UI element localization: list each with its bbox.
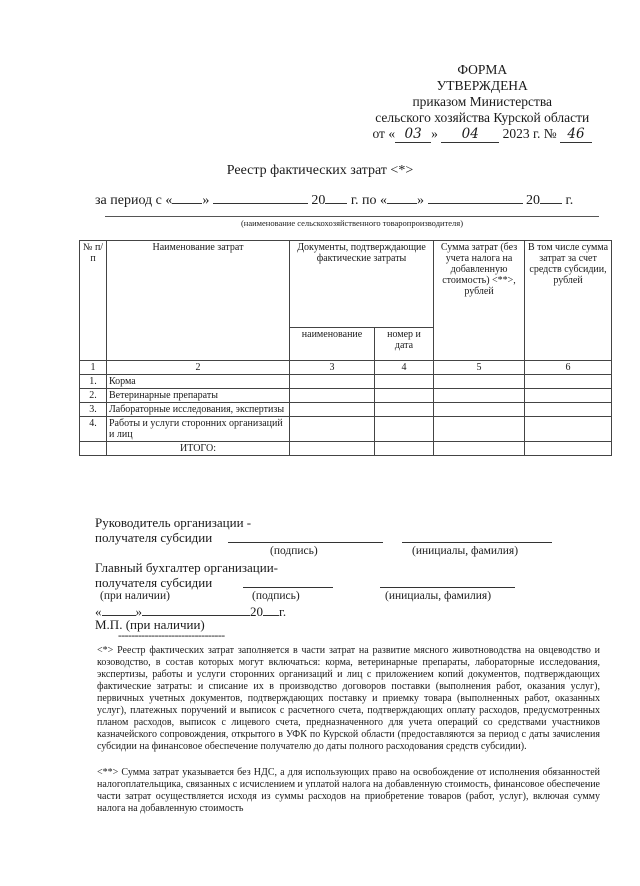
- approval-date-line: [372, 126, 592, 143]
- approval-year: 2023: [502, 126, 530, 141]
- period-line: [95, 190, 573, 209]
- row-number: 4.: [80, 417, 107, 442]
- document-title: Реестр фактических затрат <*>: [226, 163, 414, 178]
- period-from-month-field[interactable]: [213, 190, 308, 204]
- total-doc-number-cell[interactable]: [375, 442, 434, 456]
- total-sum-cell[interactable]: [434, 442, 525, 456]
- accountant-title-line2: получателя субсидии: [95, 575, 213, 590]
- footnote-1: <*> Реестр фактических затрат заполняется в части затрат на развитие мясного животноводства на овцеводство и козоводство, в состав которых могут включаться: корма, ветеринарные препараты, лабораторные исследования, экспертизы, работы и услуги сторонних организаций и лиц с приложением копий документов, подтверждающих фактические затраты: и списание их в производство договоров поставки (выполнения работ, оказания услуг), первичных учетных документов, подтверждающих поставку и приемку товара (выполненных работ, оказанных услуг), платежных поручений и выписок с расчетного счета, подтверждающих оплату расходов, предусмотренных планом расходов, выписок с лицевого счета, предназначенного для учета операций со средствами участников казначейского сопровождения, открытого в УФК по Курской области (предоставляются за период с даты зачисления субсидии на финансовое обеспечение получателю до даты полного расходования средств субсидии).: [97, 645, 600, 752]
- row-doc-number-cell[interactable]: [375, 417, 434, 442]
- row-doc-name-cell[interactable]: [290, 417, 375, 442]
- total-label: ИТОГО:: [107, 442, 290, 456]
- register-table: [79, 240, 612, 456]
- sign-date-close-quote: »: [135, 604, 142, 619]
- row-doc-number-cell[interactable]: [375, 403, 434, 417]
- table-header-row: [80, 241, 612, 328]
- col-number-2: 2: [107, 361, 290, 375]
- approval-order-label: приказом Министерства: [412, 94, 553, 109]
- sign-century: 20: [250, 604, 263, 619]
- header-subsidy: В том числе сумма затрат за счет средств субсидии, рублей: [525, 241, 612, 361]
- approval-ministry-label: сельского хозяйства Курской области: [375, 110, 590, 125]
- sign-month-field[interactable]: [142, 602, 250, 616]
- period-to-open-quote: «: [380, 193, 388, 208]
- row-subsidy-cell[interactable]: [525, 389, 612, 403]
- accountant-if-present: (при наличии): [100, 590, 170, 602]
- accountant-initials-caption: (инициалы, фамилия): [385, 590, 492, 602]
- approval-approved-label: УТВЕРЖДЕНА: [436, 78, 528, 93]
- approval-day: 03: [395, 126, 431, 143]
- row-expense-name: Лабораторные исследования, экспертизы: [107, 403, 290, 417]
- date-close-quote: »: [431, 126, 438, 141]
- org-name-caption: (наименование сельскохозяйственного товаропроизводителя): [240, 218, 464, 228]
- period-from-close-quote: »: [202, 193, 210, 208]
- header-documents: Документы, подтверждающие фактические затраты: [290, 241, 434, 328]
- footnote-separator: --------------------------------: [118, 630, 225, 642]
- org-name-line[interactable]: [105, 216, 599, 217]
- period-to-year-field[interactable]: [540, 190, 562, 204]
- row-subsidy-cell[interactable]: [525, 403, 612, 417]
- header-doc-name: наименование: [290, 328, 375, 361]
- row-sum-cell[interactable]: [434, 389, 525, 403]
- total-number-cell: [80, 442, 107, 456]
- approval-number: 46: [560, 126, 592, 143]
- approval-no-sign: №: [543, 126, 557, 141]
- header-expense-name: Наименование затрат: [107, 241, 290, 361]
- stamp-label: М.П. (при наличии): [95, 617, 205, 632]
- row-expense-name: Корма: [107, 375, 290, 389]
- row-doc-name-cell[interactable]: [290, 389, 375, 403]
- head-signature-field[interactable]: [228, 542, 383, 543]
- accountant-initials-field[interactable]: [380, 587, 515, 588]
- accountant-signature-caption: (подпись): [252, 590, 300, 602]
- period-to-label: г. по: [350, 193, 377, 208]
- row-sum-cell[interactable]: [434, 417, 525, 442]
- head-initials-field[interactable]: [402, 542, 552, 543]
- head-title-line1: Руководитель организации -: [95, 515, 252, 530]
- period-from-century: 20: [311, 193, 326, 208]
- row-subsidy-cell[interactable]: [525, 417, 612, 442]
- row-doc-name-cell[interactable]: [290, 375, 375, 389]
- approval-form-label: ФОРМА: [457, 62, 508, 77]
- header-sum: Сумма затрат (без учета налога на добавленную стоимость) <**>, рублей: [434, 241, 525, 361]
- table-row: [80, 417, 612, 442]
- head-signature-caption: (подпись): [270, 545, 318, 557]
- approval-stamp: [372, 62, 592, 143]
- row-number: 3.: [80, 403, 107, 417]
- sign-year-field[interactable]: [263, 602, 279, 616]
- row-sum-cell[interactable]: [434, 403, 525, 417]
- header-doc-number: номер и дата: [375, 328, 434, 361]
- row-number: 2.: [80, 389, 107, 403]
- sign-g: г.: [279, 604, 287, 619]
- row-doc-name-cell[interactable]: [290, 403, 375, 417]
- head-initials-caption: (инициалы, фамилия): [412, 545, 519, 557]
- approval-g: г.: [532, 126, 541, 141]
- period-from-year-field[interactable]: [325, 190, 347, 204]
- period-from-open-quote: «: [165, 193, 173, 208]
- header-number: № п/п: [80, 241, 107, 361]
- row-expense-name: Работы и услуги сторонних организаций и лиц: [107, 417, 290, 442]
- period-to-century: 20: [526, 193, 541, 208]
- row-sum-cell[interactable]: [434, 375, 525, 389]
- table-row: [80, 375, 612, 389]
- column-numbers-row: [80, 361, 612, 375]
- col-number-6: 6: [525, 361, 612, 375]
- footnote-2: <**> Сумма затрат указывается без НДС, а для использующих право на освобождение от исполнения обязанностей налогоплательщика, связанных с исчислением и уплатой налога на добавленную стоимость, финансовое обеспечение части затрат осуществляется исходя из суммы расходов на приобретение товаров (работ, услуг), включая сумму налога на добавленную стоимость: [97, 767, 600, 814]
- row-number: 1.: [80, 375, 107, 389]
- row-expense-name: Ветеринарные препараты: [107, 389, 290, 403]
- period-to-day-field[interactable]: [387, 190, 417, 204]
- col-number-1: 1: [80, 361, 107, 375]
- total-row: [80, 442, 612, 456]
- period-to-close-quote: »: [417, 193, 425, 208]
- col-number-4: 4: [375, 361, 434, 375]
- total-doc-name-cell[interactable]: [290, 442, 375, 456]
- approval-month: 04: [441, 126, 499, 143]
- head-title-line2: получателя субсидии: [95, 530, 213, 545]
- accountant-title-line1: Главный бухгалтер организации-: [95, 560, 278, 575]
- table-row: [80, 403, 612, 417]
- accountant-signature-field[interactable]: [243, 587, 333, 588]
- col-number-5: 5: [434, 361, 525, 375]
- date-open-quote: от «: [372, 126, 396, 141]
- row-doc-number-cell[interactable]: [375, 375, 434, 389]
- period-label: за период с: [95, 193, 162, 208]
- row-subsidy-cell[interactable]: [525, 375, 612, 389]
- total-subsidy-cell[interactable]: [525, 442, 612, 456]
- sign-date-open-quote: «: [95, 604, 102, 619]
- col-number-3: 3: [290, 361, 375, 375]
- row-doc-number-cell[interactable]: [375, 389, 434, 403]
- period-to-g: г.: [565, 193, 574, 208]
- sign-day-field[interactable]: [102, 602, 136, 616]
- period-to-month-field[interactable]: [428, 190, 523, 204]
- period-from-day-field[interactable]: [172, 190, 202, 204]
- table-row: [80, 389, 612, 403]
